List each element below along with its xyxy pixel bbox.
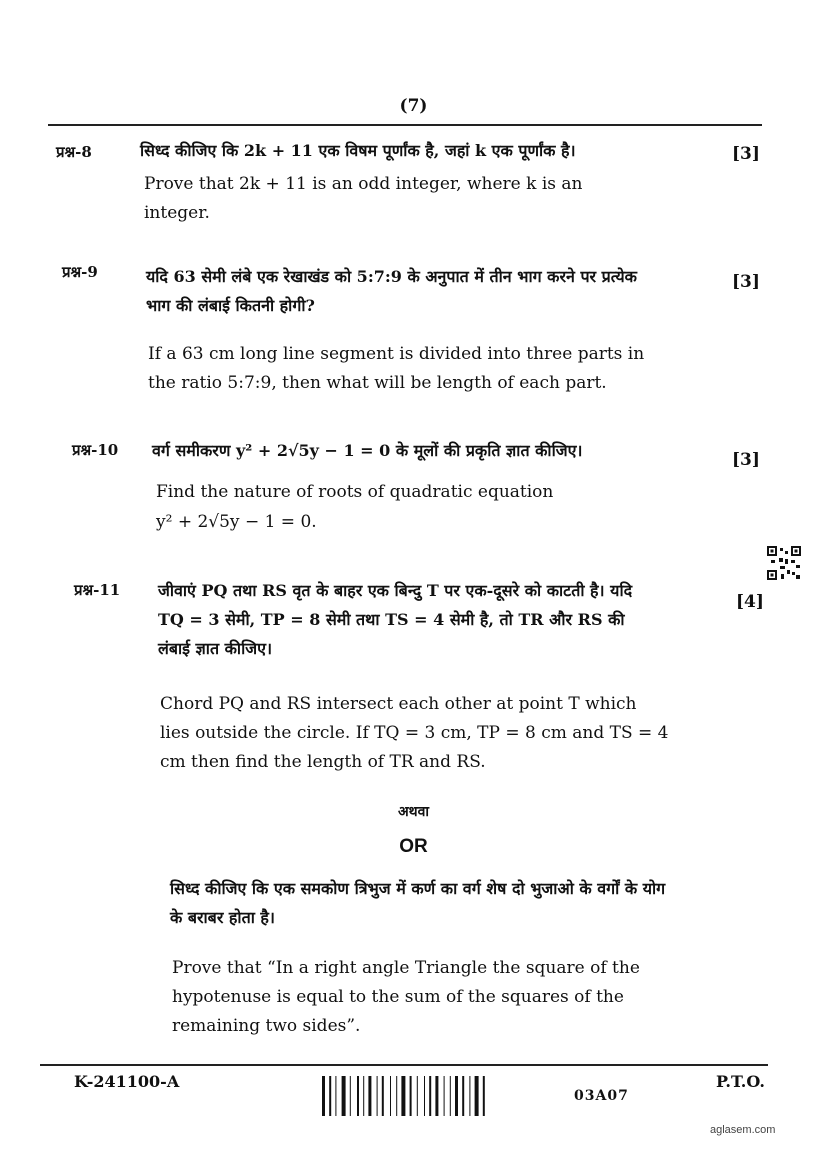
or-label-english: OR [399, 836, 428, 857]
header-rule [48, 124, 762, 126]
question-10-label: प्रश्न-10 [72, 441, 119, 459]
question-10-marks: [3] [732, 450, 760, 470]
question-10-hindi: वर्ग समीकरण y² + 2√5y − 1 = 0 के मूलों की प्रकृति ज्ञात कीजिए। [152, 441, 583, 460]
question-8-english: Prove that 2k + 11 is an odd integer, where k is an integer. [144, 174, 583, 223]
question-9-english: If a 63 cm long line segment is divided into three parts in the ratio 5:7:9, then what will be length of each part. [148, 344, 645, 393]
question-10-english-line1: Find the nature of roots of quadratic equation [156, 482, 554, 502]
question-8-hindi: सिध्द कीजिए कि 2k + 11 एक विषम पूर्णांक है, जहां k एक पूर्णांक है। [140, 141, 576, 160]
footer-rule [40, 1064, 768, 1066]
question-9-marks: [3] [732, 272, 760, 292]
or-question-english: Prove that “In a right angle Triangle the square of the hypotenuse is equal to the sum of the squares of the remaining two sides”. [172, 958, 640, 1036]
watermark: aglasem.com [710, 1124, 776, 1136]
question-11-english: Chord PQ and RS intersect each other at point T which lies outside the circle. If TQ = 3 cm, TP = 8 cm and TS = 4 cm then find the length of TR and RS. [160, 694, 669, 772]
or-label-hindi: अथवा [397, 804, 430, 820]
question-11-label: प्रश्न-11 [74, 581, 121, 599]
question-9-hindi: यदि 63 सेमी लंबे एक रेखाखंड को 5:7:9 के अनुपात में तीन भाग करने पर प्रत्येक भाग की लंबाई कितनी होगी? [146, 267, 637, 315]
barcode-icon [322, 1076, 544, 1116]
question-11-hindi: जीवाएं PQ तथा RS वृत के बाहर एक बिन्दु T पर एक-दूसरे को काटती है। यदि TQ = 3 सेमी, TP = 8 सेमी तथा TS = 4 सेमी है, तो TR और RS की लंबाई ज्ञात कीजिए। [158, 581, 633, 658]
paper-code: K-241100-A [74, 1072, 180, 1091]
barcode-code: 03A07 [574, 1088, 629, 1104]
question-11-marks: [4] [736, 592, 764, 612]
or-question-hindi: सिध्द कीजिए कि एक समकोण त्रिभुज में कर्ण का वर्ग शेष दो भुजाओ के वर्गों के योग के बराबर होता है। [170, 879, 666, 927]
pto-label: P.T.O. [716, 1072, 765, 1091]
question-9-label: प्रश्न-9 [62, 263, 98, 281]
question-8-label: प्रश्न-8 [56, 143, 92, 161]
page-number: (7) [399, 96, 428, 116]
question-10-equation: y² + 2√5y − 1 = 0. [156, 512, 317, 532]
question-8-marks: [3] [732, 144, 760, 164]
qr-code-icon [767, 546, 801, 580]
